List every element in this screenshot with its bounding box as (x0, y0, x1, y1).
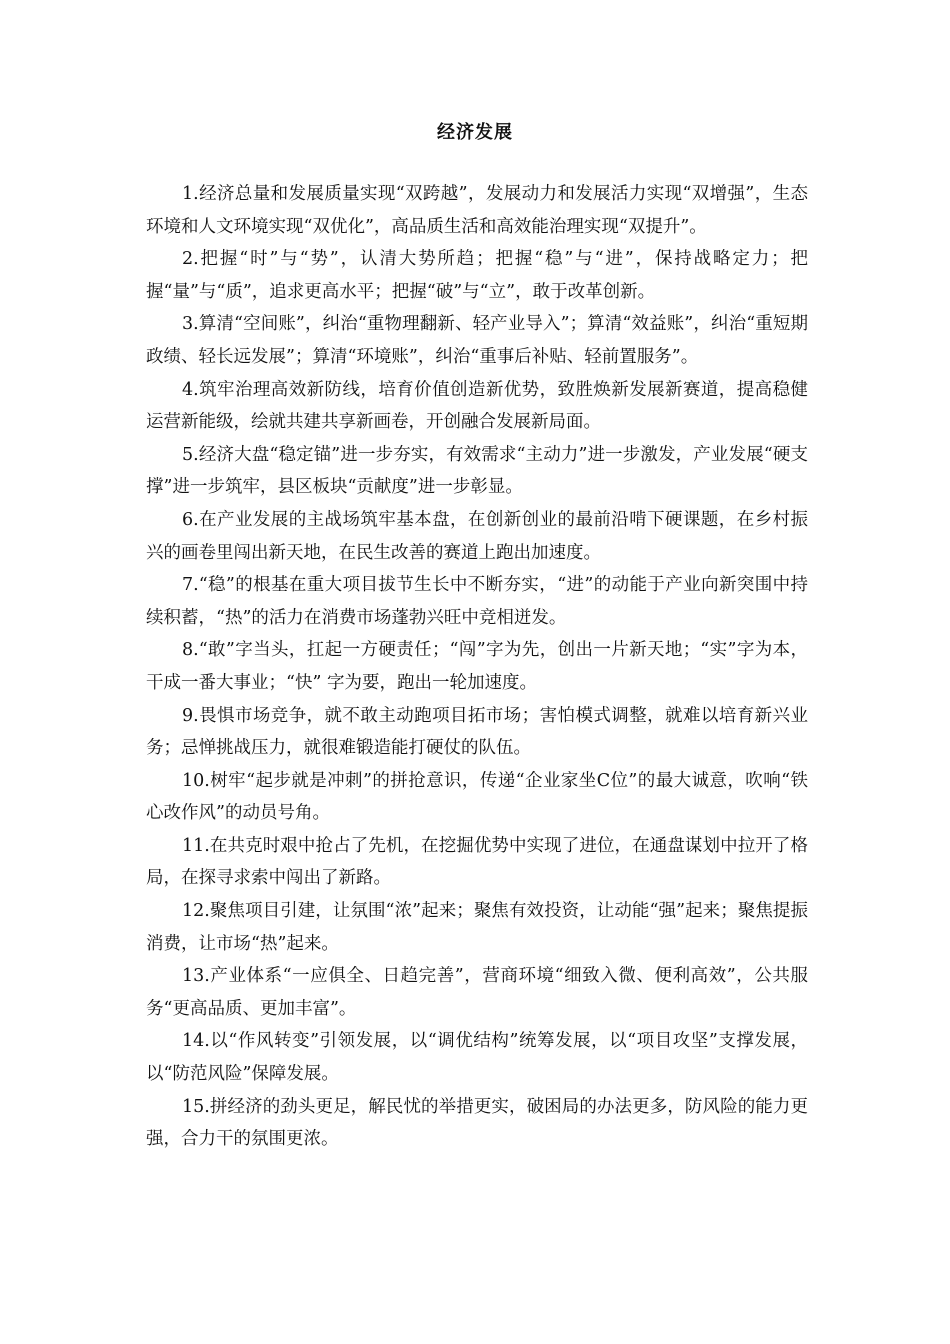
page-title: 经济发展 (437, 122, 513, 143)
paragraph-6: 6.在产业发展的主战场筑牢基本盘，在创新创业的最前沿啃下硬课题，在乡村振兴的画卷里闯出新天地，在民生改善的赛道上跑出加速度。 (146, 509, 808, 563)
paragraph-9: 9.畏惧市场竞争，就不敢主动跑项目拓市场；害怕模式调整，就难以培育新兴业务；忌惮挑战压力，就很难锻造能打硬仗的队伍。 (146, 705, 808, 759)
paragraph-8: 8.“敢”字当头，扛起一方硬责任；“闯”字为先，创出一片新天地；“实”字为本，干成一番大事业；“快” 字为要，跑出一轮加速度。 (146, 640, 808, 693)
paragraph-2: 2.把握“时”与“势”，认清大势所趋；把握“稳”与“进”，保持战略定力；把握“量”与“质”，追求更高水平；把握“破”与“立”，敢于改革创新。 (146, 249, 808, 302)
paragraph-4: 4.筑牢治理高效新防线，培育价值创造新优势，致胜焕新发展新赛道，提高稳健运营新能级，绘就共建共享新画卷，开创融合发展新局面。 (146, 379, 808, 433)
document-body (146, 178, 808, 1156)
paragraph-7: 7.“稳”的根基在重大项目拔节生长中不断夯实，“进”的动能于产业向新突围中持续积蓄，“热”的活力在消费市场蓬勃兴旺中竞相迸发。 (146, 575, 808, 628)
paragraph-15: 15.拼经济的劲头更足，解民忧的举措更实，破困局的办法更多，防风险的能力更强，合力干的氛围更浓。 (146, 1096, 808, 1150)
paragraph-13: 13.产业体系“一应俱全、日趋完善”，营商环境“细致入微、便利高效”，公共服务“更高品质、更加丰富”。 (146, 966, 808, 1019)
paragraph-3: 3.算清“空间账”，纠治“重物理翻新、轻产业导入”；算清“效益账”，纠治“重短期政绩、轻长远发展”；算清“环境账”，纠治“重事后补贴、轻前置服务”。 (146, 314, 808, 367)
paragraph-11: 11.在共克时艰中抢占了先机，在挖掘优势中实现了进位，在通盘谋划中拉开了格局，在探寻求索中闯出了新路。 (146, 835, 808, 889)
paragraph-5: 5.经济大盘“稳定锚”进一步夯实，有效需求“主动力”进一步激发，产业发展“硬支撑”进一步筑牢，县区板块“贡献度”进一步彰显。 (146, 444, 808, 498)
paragraph-12: 12.聚焦项目引建，让氛围“浓”起来；聚焦有效投资，让动能“强”起来；聚焦提振消费，让市场“热”起来。 (146, 901, 808, 954)
paragraph-10: 10.树牢“起步就是冲刺”的拼抢意识，传递“企业家坐C位”的最大诚意，吹响“铁心改作风”的动员号角。 (146, 770, 808, 824)
paragraph-1: 1.经济总量和发展质量实现“双跨越”，发展动力和发展活力实现“双增强”，生态环境和人文环境实现“双优化”，高品质生活和高效能治理实现“双提升”。 (146, 184, 808, 237)
paragraph-14: 14.以“作风转变”引领发展，以“调优结构”统筹发展，以“项目攻坚”支撑发展，以“防范风险”保障发展。 (146, 1031, 808, 1085)
